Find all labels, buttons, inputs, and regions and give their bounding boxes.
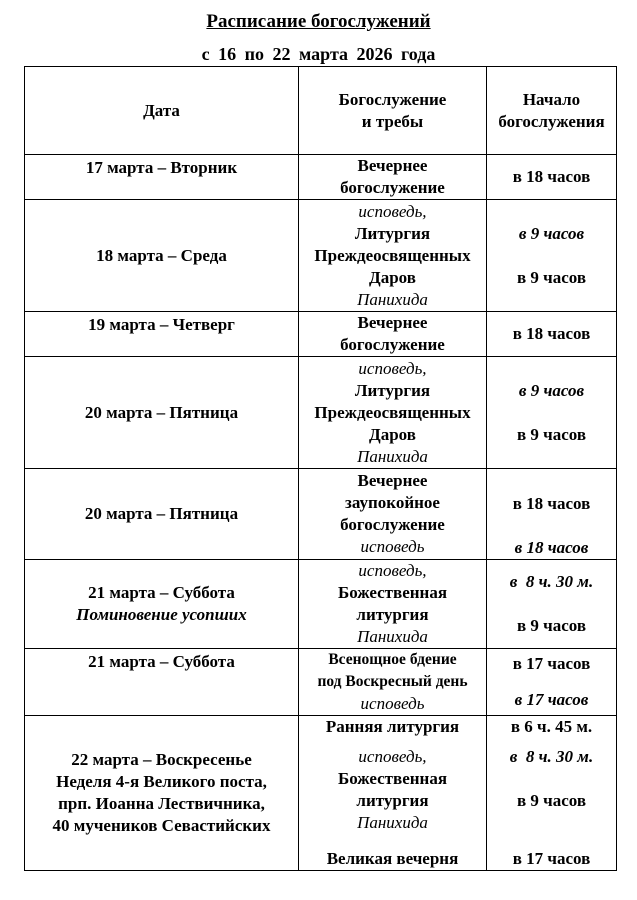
service-line: Ранняя литургия <box>325 717 460 736</box>
service-line: исповедь, <box>358 358 427 378</box>
page-subtitle: с 16 по 22 марта 2026 года <box>201 44 436 64</box>
page-title: Расписание богослужений <box>206 11 431 32</box>
time-text: в 9 часов <box>516 424 587 444</box>
date-text: 20 марта – Пятница <box>84 402 239 422</box>
date-cell <box>25 560 299 649</box>
service-line: Литургия <box>354 380 431 400</box>
date-subtitle: Поминовение усопших <box>76 605 247 624</box>
time-text: в 18 часов <box>512 324 591 343</box>
table-row <box>25 469 617 560</box>
date-cell <box>25 312 299 357</box>
time-text: в 18 часов <box>514 538 589 557</box>
service-line: Вечернее <box>357 313 428 332</box>
service-cell <box>299 469 487 560</box>
service-line: Панихида <box>357 446 428 466</box>
date-cell <box>25 469 299 560</box>
service-line: богослужение <box>340 335 445 354</box>
service-cell <box>299 155 487 200</box>
time-cell <box>487 716 617 871</box>
time-cell <box>487 649 617 716</box>
header-start-line-2: богослужения <box>498 111 605 131</box>
service-cell <box>299 200 487 312</box>
date-cell <box>25 155 299 200</box>
service-line: Великая вечерня <box>326 849 459 868</box>
table-row <box>25 649 617 716</box>
service-line: заупокойное <box>345 493 440 512</box>
header-service <box>299 67 487 155</box>
time-text: в 6 ч. 45 м. <box>510 717 593 736</box>
time-cell <box>487 200 617 312</box>
date-text: 17 марта – Вторник <box>85 158 238 177</box>
service-line: Вечернее <box>357 471 428 490</box>
header-service-line-2: и требы <box>361 111 424 131</box>
service-line: Вечернее <box>357 156 428 175</box>
service-line: Преждеосвященных <box>314 245 471 265</box>
time-cell <box>487 560 617 649</box>
date-cell <box>25 357 299 469</box>
service-line: исповедь <box>360 537 425 556</box>
table-row <box>25 155 617 200</box>
time-cell <box>487 357 617 469</box>
header-service-line-1: Богослужение <box>338 89 447 109</box>
table-row <box>25 200 617 312</box>
service-line: богослужение <box>340 178 445 197</box>
service-line: богослужение <box>340 515 445 534</box>
service-line: Панихида <box>357 289 428 309</box>
service-line: под Воскресный день <box>317 673 468 690</box>
date-cell <box>25 649 299 716</box>
service-line: исповедь, <box>358 201 427 221</box>
service-line: Панихида <box>357 627 428 646</box>
time-text: в 8 ч. 30 м. <box>509 572 594 591</box>
date-text: 20 марта – Пятница <box>84 504 239 523</box>
date-text: 22 марта – Воскресенье <box>71 750 252 769</box>
date-subtitle: Неделя 4-я Великого поста, <box>56 772 267 791</box>
date-text: 19 марта – Четверг <box>88 315 235 334</box>
date-subtitle: 40 мучеников Севастийских <box>52 816 271 835</box>
time-cell <box>487 155 617 200</box>
service-line: Даров <box>369 267 416 287</box>
service-line: Литургия <box>354 223 431 243</box>
schedule-table <box>24 66 617 871</box>
time-cell <box>487 469 617 560</box>
service-line: Панихида <box>357 813 428 832</box>
table-row <box>25 357 617 469</box>
service-line: Преждеосвященных <box>314 402 471 422</box>
header-row <box>25 67 617 155</box>
date-cell <box>25 200 299 312</box>
time-text: в 17 часов <box>512 849 591 868</box>
service-line: Божественная <box>337 769 448 788</box>
time-text: в 18 часов <box>512 494 591 513</box>
date-text: 21 марта – Суббота <box>88 583 235 602</box>
header-date: Дата <box>25 67 299 155</box>
table-row <box>25 312 617 357</box>
service-line: исповедь <box>360 694 425 713</box>
date-text: 18 марта – Среда <box>96 245 227 265</box>
service-line: Всенощное бдение <box>328 651 457 668</box>
time-text: в 18 часов <box>512 167 591 186</box>
service-cell <box>299 716 487 871</box>
time-text: в 17 часов <box>512 654 591 673</box>
service-line: исповедь, <box>358 747 427 766</box>
service-line: Божественная <box>337 583 448 602</box>
service-cell <box>299 357 487 469</box>
service-cell <box>299 312 487 357</box>
service-cell <box>299 649 487 716</box>
time-text: в 9 часов <box>516 791 587 810</box>
date-text: 21 марта – Суббота <box>88 652 235 671</box>
table-row <box>25 716 617 871</box>
date-subtitle: прп. Иоанна Лествичника, <box>58 794 265 813</box>
time-text: в 17 часов <box>514 690 589 709</box>
service-line: Даров <box>369 424 416 444</box>
time-text: в 8 ч. 30 м. <box>509 747 594 766</box>
service-line: литургия <box>356 605 429 624</box>
time-text: в 9 часов <box>518 380 585 400</box>
table-row <box>25 560 617 649</box>
time-text: в 9 часов <box>516 616 587 635</box>
service-line: исповедь, <box>358 561 427 580</box>
header-start-line-1: Начало <box>522 89 581 109</box>
service-line: литургия <box>356 791 429 810</box>
date-cell <box>25 716 299 871</box>
time-text: в 9 часов <box>516 267 587 287</box>
header-start <box>487 67 617 155</box>
service-cell <box>299 560 487 649</box>
time-text: в 9 часов <box>518 223 585 243</box>
time-cell <box>487 312 617 357</box>
